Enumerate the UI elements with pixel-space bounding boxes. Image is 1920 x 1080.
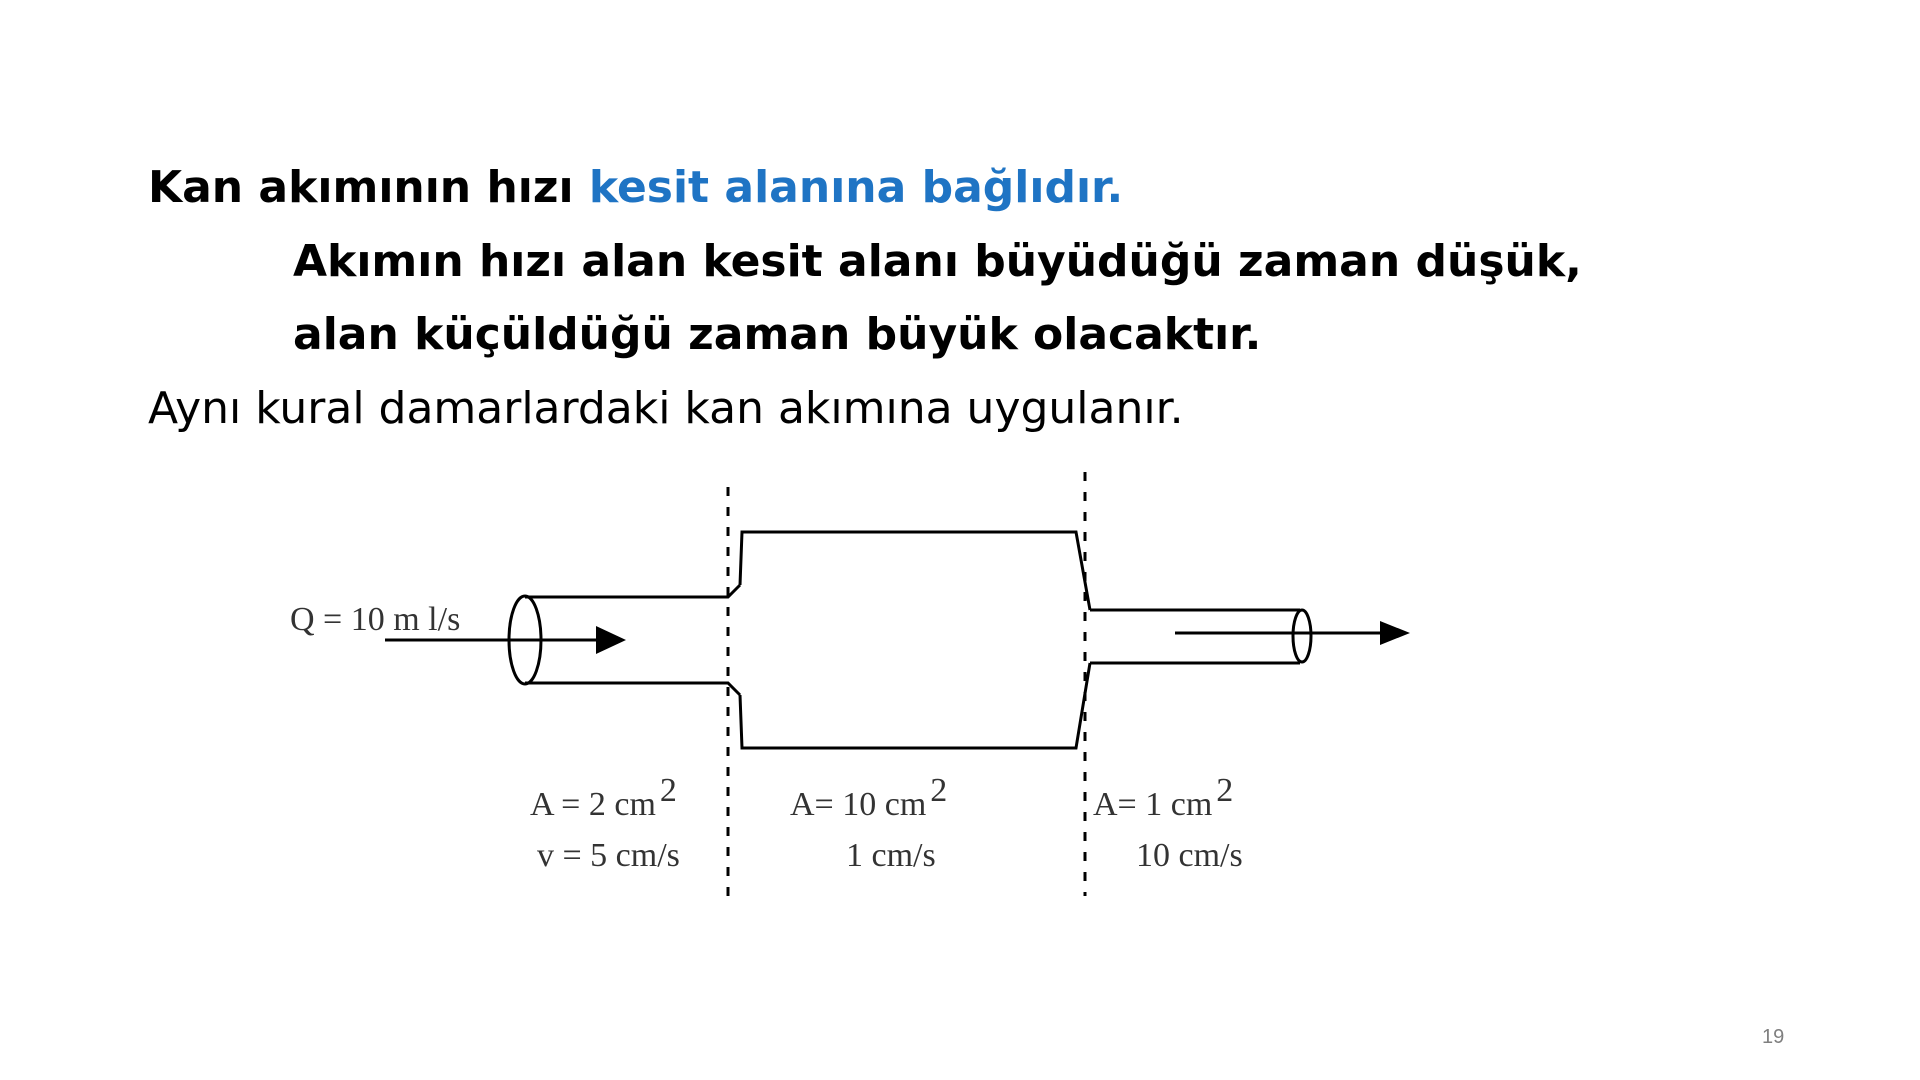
- section-3-area: A= 1 cm 2: [1093, 772, 1234, 823]
- section-1-area: A = 2 cm 2: [530, 772, 677, 823]
- section-1-area-exponent: 2: [659, 772, 677, 809]
- section-2-area: A= 10 cm 2: [790, 772, 948, 823]
- outlet-pipe-opening: [1293, 610, 1311, 662]
- page-number: 19: [1762, 1026, 1785, 1048]
- section-3-velocity: 10 cm/s: [1136, 837, 1243, 874]
- section-2-area-exponent: 2: [930, 772, 948, 809]
- section-3-area-exponent: 2: [1216, 772, 1234, 809]
- rule-line: Aynı kural damarlardaki kan akımına uygulanır.: [148, 383, 1184, 434]
- heading-highlight: kesit alanına bağlıdır.: [588, 162, 1124, 213]
- section-1-velocity: v = 5 cm/s: [537, 837, 680, 874]
- outlet-pipe: [1090, 610, 1300, 663]
- section-2-velocity: 1 cm/s: [846, 837, 936, 874]
- wide-section: [740, 532, 1090, 748]
- outlet-arrow-head: [1380, 621, 1410, 645]
- explanation-line-1: Akımın hızı alan kesit alanı büyüdüğü zaman düşük,: [293, 236, 1582, 287]
- flow-rate-label: Q = 10 m l/s: [290, 601, 461, 638]
- heading-prefix: Kan akımının hızı: [148, 162, 589, 213]
- inlet-arrow-head: [596, 626, 626, 654]
- explanation-line-2: alan küçüldüğü zaman büyük olacaktır.: [293, 309, 1262, 360]
